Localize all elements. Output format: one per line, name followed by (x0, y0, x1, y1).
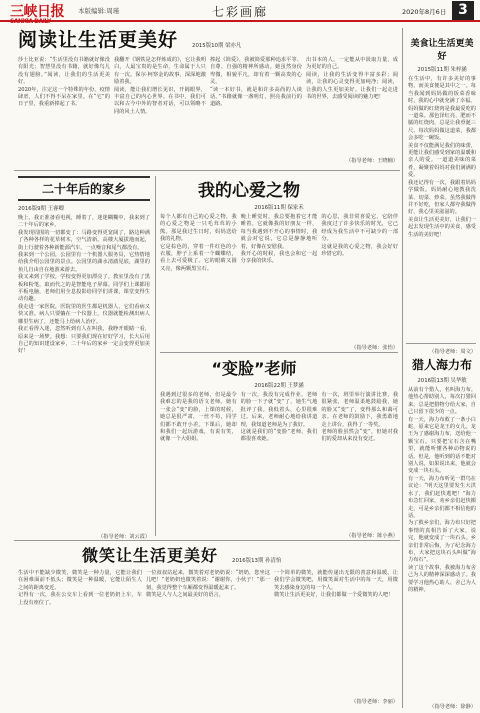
page-number: 3 (452, 1, 474, 20)
article-reading (18, 28, 398, 168)
teacher-credit: （指导老师：王晓楠） (346, 158, 398, 164)
editor-line: 本版编辑:周瑾 (78, 7, 120, 15)
teacher-credit: （指导老师：刘云霞） (98, 534, 150, 540)
article-byline: 2015版11期 朱梓涵 (417, 67, 467, 73)
logo-main: 三峡日报 (10, 4, 64, 20)
article-column: 一个简单的微笑，就能传递出无限的善意和温暖。让我们学会微笑吧，用微笑面对生活中的每一天，用微笑去感染身边的每一个人。 微笑让生活更美好，让我们都做一个爱微笑的人吧！ (274, 570, 398, 599)
article-byline: 2015版10期 梁亦凡 (192, 43, 242, 49)
article-column: 晚上睡觉时，我总要抱着它才能睡着。它就像我的好朋友一样，每当我遇到不开心的事情时，我就会对它说，它总是静静地听着，好像在安慰我。 我开心的时候，我也会和它一起分享我的快乐。 (240, 214, 318, 265)
article-title: 二十年后的家乡 (18, 176, 150, 201)
article-byline: 2016版13期 孙清怡 (232, 558, 282, 564)
masthead (0, 0, 480, 25)
article-teacher (160, 356, 399, 539)
article-column: 我翻开《钢铁是怎样炼成的》，它让我明白，人最宝贵的是生命，生命属于人只有一次。保尔·柯察金的故事，深深地激励着我。 阅读，能让我们增长见识，开阔眼界，丰富自己的内心世界。在书中，我们可以和古今中外的智者对话，可以领略不同的风土人情。 (114, 57, 206, 115)
article-food (408, 28, 476, 355)
article-title: 美食让生活更美好 (410, 39, 474, 62)
article-hunter (408, 348, 476, 710)
teacher-credit: （指导老师：周文） (429, 349, 476, 355)
article-column: 每个人都有自己的心爱之物，我的心爱之物是一只毛茸茸的小熊。那是我过生日时，妈妈送给我的礼物。 它是棕色的，穿着一件红色的小衣服，脖子上系着一个蝴蝶结，看上去可爱极了。它的眼睛又圆又亮，像两颗黑宝石。 (160, 214, 237, 272)
article-body: 晚上，我正准备看电视，睡着了，迷迷糊糊中，我来到了二十年后的家乡。 我发现周围的一切都变了：马路变得更宽阔了，路边种满了各种各样的花草树木，空气清新。高楼大厦拔地而起，街上行驶着各种新能源汽车，一点噪音和尾气都没有。 我来到一个公园，公园里有一个机器人服务员，它热情地给我介绍公园里的景点。公园里的湖水清澈见底，湖里的鱼儿自由自在地游来游去。 我又来到了学校，学校变得更加漂亮了。教室里没有了黑板和粉笔，取而代之的是智能电子屏幕。同学们上课都用平板电脑，老师们用全息投影给同学们讲课，课堂变得生动有趣。 我走进一家医院，医院里的医生都是机器人，它们看病又快又准。病人只要躺在一个仪器上，仪器就能检测出病人哪里生病了，还能马上给病人治疗。 我正看得入迷，忽然听到有人在叫我，我睁开眼睛一看，原来是一场梦。我想：只要我们现在好好学习，长大后用自己的知识建设家乡，二十年后的家乡一定会变得更加美好！ (18, 215, 150, 355)
article-column: 莎士比亚说：“生活里没有书籍就好像没有阳光；智慧里没有书籍，就好像鸟儿没有翅膀。”阅读，让我们的生活更美好。 2020年，注定这一个特殊的年份。疫情肆虐，人们不得不呆在家里。在“宅”的日子里，我重新捧起了书。 (18, 57, 110, 108)
article-byline: 2016版13期 吴华敏 (417, 378, 467, 384)
article-column: 有一次，班里举行演讲比赛，我很紧张，老师温柔地鼓励我，她的脸又“变”了，变得那么和蔼可亲。在老师的鼓励下，我勇敢地走上讲台，获得了一等奖。 老师的脸虽然会“变”，但她对我们的爱却从来没有变过。 (321, 392, 399, 443)
article-column: 生活中不能缺少微笑，微笑是一种力量，它能让我们在困难面前不低头；微笑是一种温暖，它能让陌生人之间的距离变近。 记得有一次，我在公交车上看到一位老奶奶上车，车上没有座位了。 (18, 570, 142, 606)
article-title: 阅读让生活更美好 (18, 29, 179, 51)
article-column: 捧起《简爱》，我被简爱那种追求平等、自尊、自强的精神所感动。她虽然身份卑微，相貌平凡，却有着一颗高贵的心灵。 “读一本好书，就是和许多高尚的人谈话。”书籍就像一盏明灯，照亮我前行的道路。 (210, 57, 302, 108)
article-title: “变脸”老师 (211, 359, 297, 378)
teacher-credit: （指导老师：张怡） (351, 345, 398, 351)
logo-sub: SANXIA DAILY (10, 18, 51, 25)
publication-date: 2020年8月6日 (402, 8, 447, 16)
article-column: 有一次，我没有完成作业，老师的脸一下子就“变”了，她生气地批评了我。我低着头，心里很难过。后来，老师耐心地给我讲道理，我知道老师是为了我好。 这就是我们的“变脸”老师，我们都很喜欢她。 (240, 392, 318, 443)
article-byline: 2016版22期 王梦涵 (254, 383, 304, 389)
teacher-credit: （指导老师：李丽） (351, 699, 398, 705)
article-column: 出书本的人，一定能从中汲取力量，成为更好的自己。 阅读，让我的生活变得丰富多彩；阅读，让我的心灵变得更加纯净；阅读，让我的人生更加美好。让我们一起走进书的世界，去感受阅读的魅力吧！ (306, 57, 398, 101)
section-title: 七彩画廊 (211, 5, 268, 19)
article-title: 猎人海力布 (411, 358, 472, 372)
article-title: 我的心爱之物 (198, 181, 300, 201)
article-body: 在生活中，有许多美好的事物，而美食便是其中之一。每当我闻到妈妈做的饭菜香味时，我的心中就充满了幸福。 妈妈做的红烧肉是我最爱吃的一道菜。那色泽红亮、肥而不腻的红烧肉，总是让我垂涎三尺。每次妈妈做这道菜，我都会多吃一碗饭。 美食不仅能满足我们的味蕾，更能让我们感受到家的温暖和亲人的爱。一道道美味的菜肴，凝聚着妈妈对我们满满的爱。 我还记得有一次，我跟着妈妈学做饭。妈妈耐心地教我洗菜、切菜、炒菜。虽然我做得并不好吃，但家人都夸我做得好，我心里美滋滋的。 美食让生活更美好，让我们一起去发现生活中的美食，感受生活的美好吧！ (408, 76, 476, 238)
article-column: 我遇到过很多的老师，但是最令我难忘的是我的语文老师。她有一张会“变”的脸，上课的时候，她总是很严肃，一丝不苟，同学们都不敢开小差。下课后，她却和我们一起玩游戏，有说有笑，就像一个大姐姐。 (160, 392, 237, 443)
teacher-credit: （指导老师：陈小燕） (346, 533, 398, 539)
article-byline: 2016版11期 保家禾 (254, 205, 304, 211)
article-column: 一位叔叔站起来，微笑着对老奶奶说：“奶奶，您坐这儿吧！”老奶奶也微笑着说：“谢谢你，小伙子！”那一刻，我觉得整个车厢都变得温暖起来了。 微笑是人与人之间最美好的语言。 (146, 570, 270, 599)
article-column: 的心思，我非常喜爱它，它陪伴我度过了许多快乐的时光，它已经成为我生活中不可缺少的一部分。 这就是我的心爱之物，我会好好珍惜它的。 (321, 214, 399, 258)
article-byline: 2016版9期 王睿卿 (18, 206, 64, 212)
article-smile (18, 544, 398, 710)
article-title: 微笑让生活更美好 (82, 546, 219, 565)
article-body: 从前有个猎人，名叫海力布。他热心帮助别人，每次打猎回来，总是把猎物分给大家，自己只留下很少的一点。 有一天，海力布救了一条小白蛇，原来它是龙王的女儿。龙王为了感谢海力布，送给他一颗宝石。只要把宝石含在嘴里，就能听懂各种动物说的话。但是，他听到的话不能对别人说，如果说出来，他就会变成一块石头。 有一天，海力布听见一群鸟在议论：“明天这里要发生大洪水了，我们赶快逃吧！”海力布急忙回家，劝乡亲们赶快搬走，可是乡亲们都不相信他的话。 为了救乡亲们，海力布只好把事情的真相告诉了大家，说完，他就变成了一块石头。乡亲们非常后悔，为了纪念海力布，大家把这块石头叫做“海力布石”。 读了这个故事，我被海力布舍己为人的精神深深感动了。我要学习他热心助人、舍己为人的精神。 (408, 387, 476, 593)
article-favorite (160, 176, 398, 352)
teacher-credit: （指导老师：徐静） (429, 704, 476, 710)
